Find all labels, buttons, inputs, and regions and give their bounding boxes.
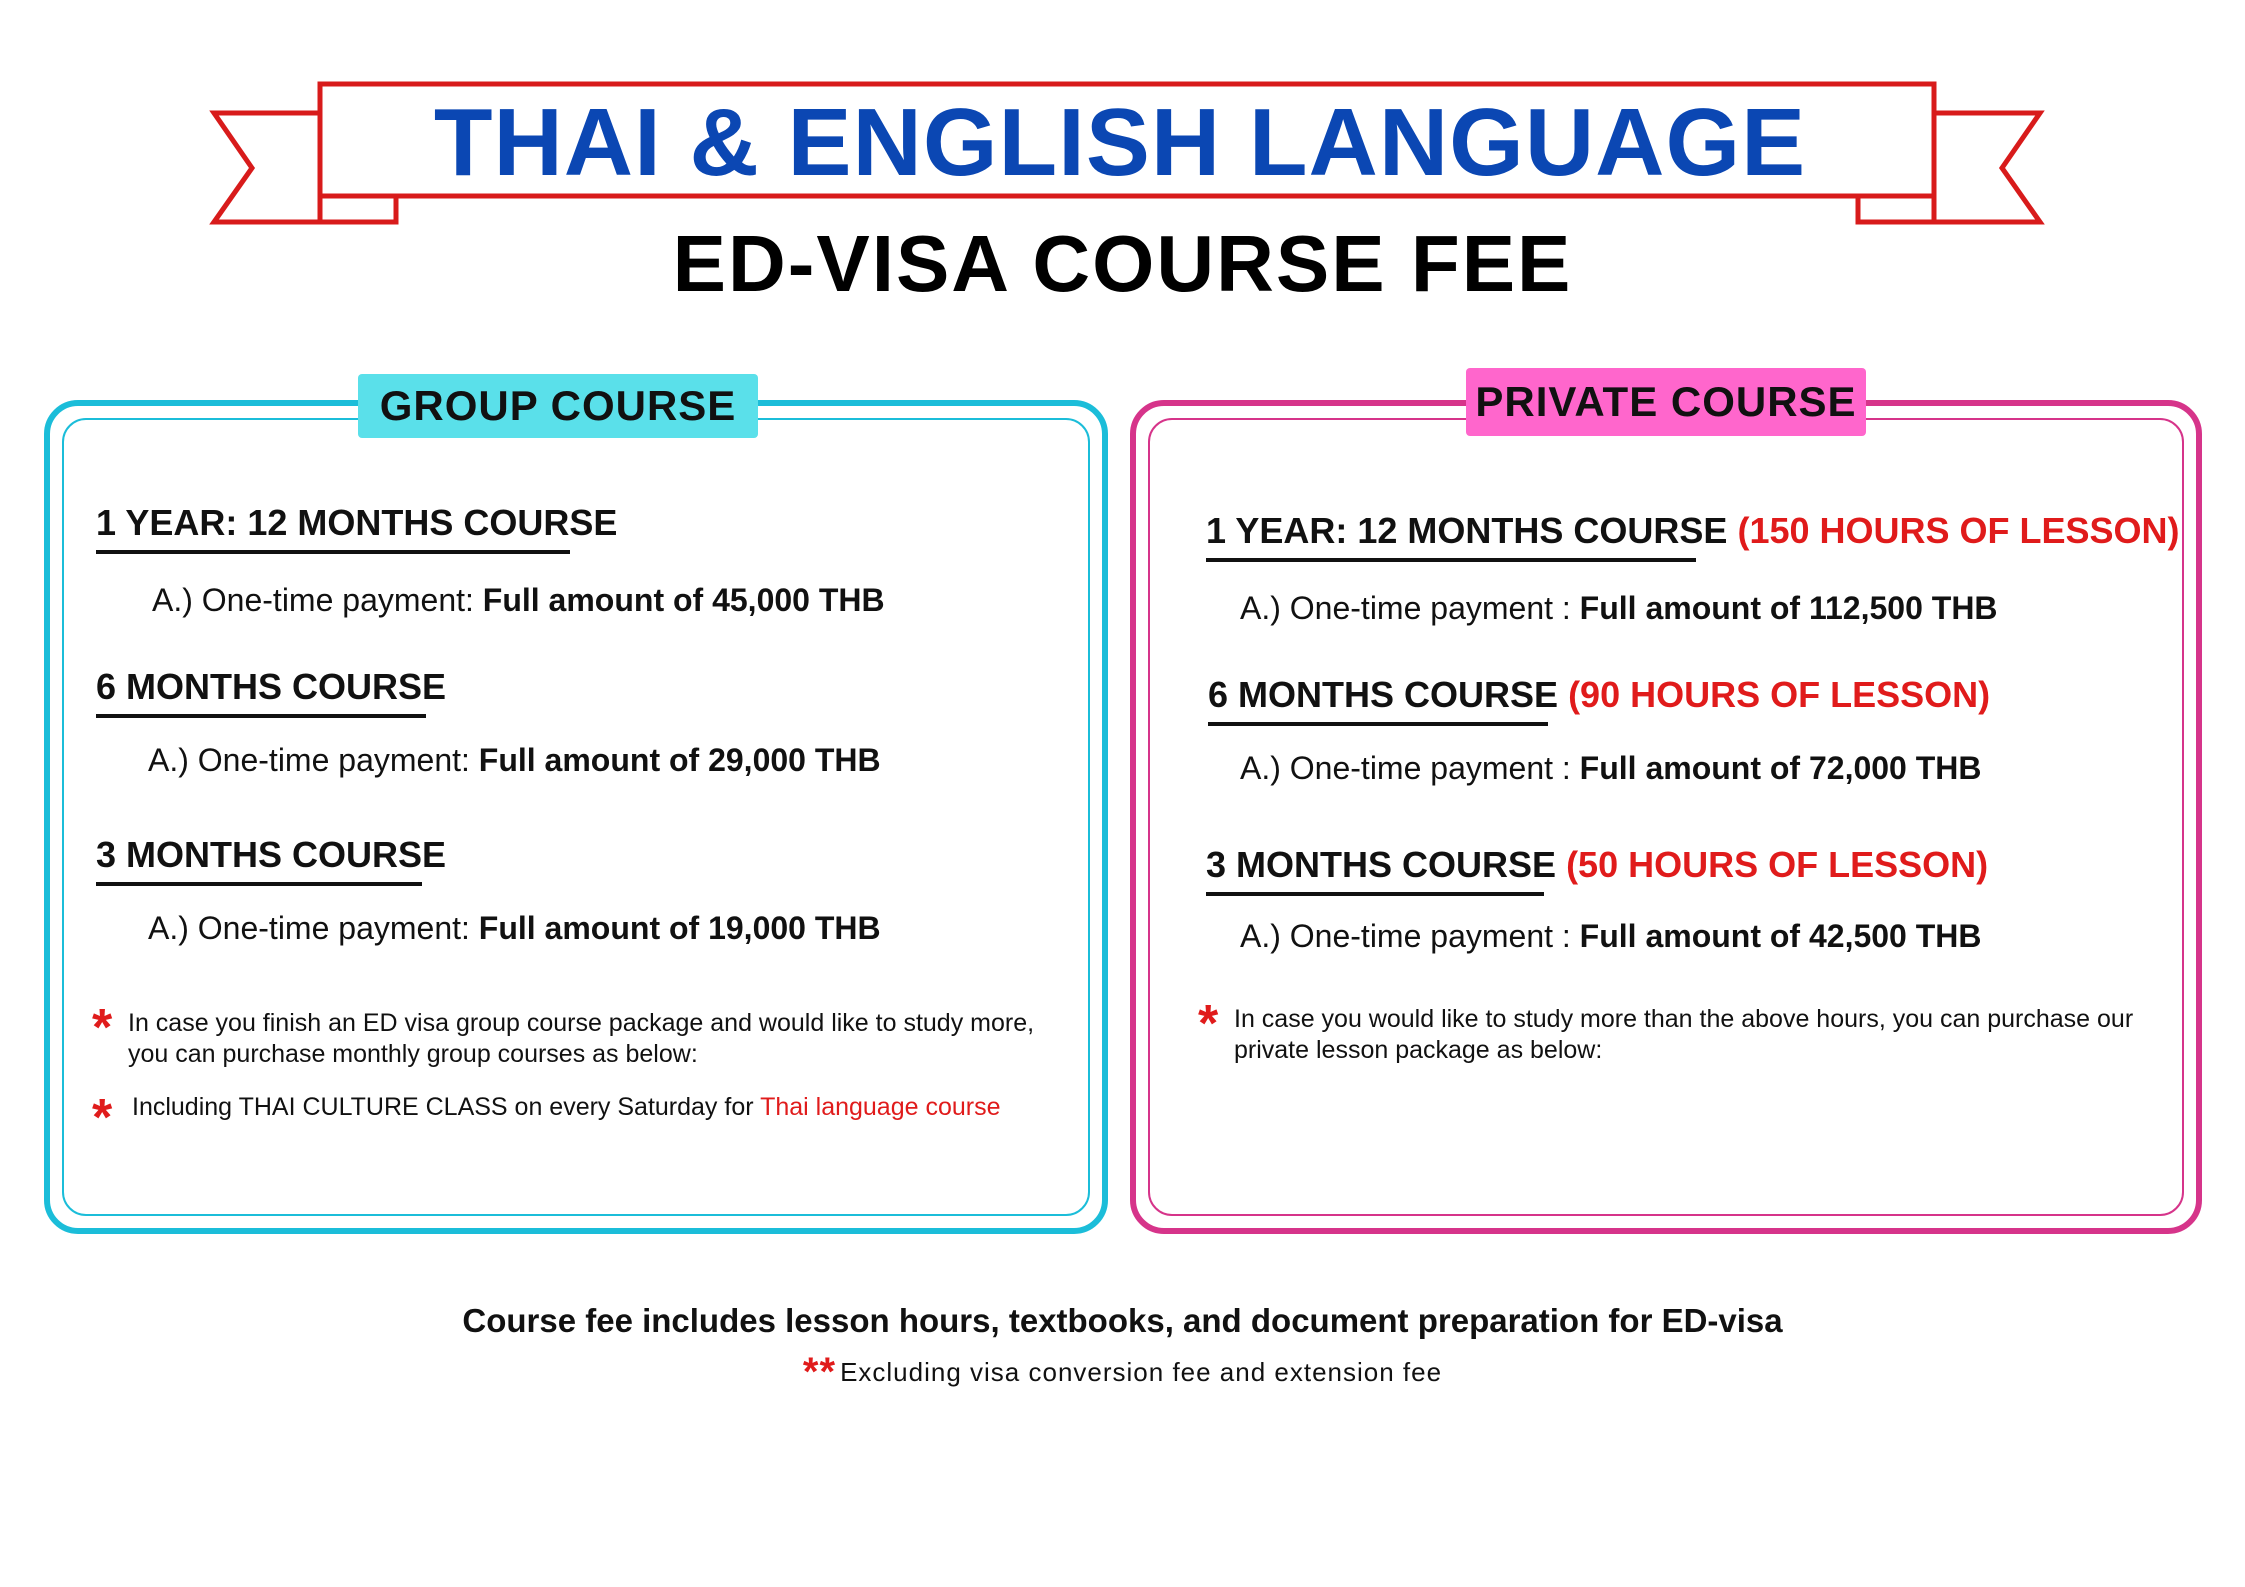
footer-fee-excludes: ** Excluding visa conversion fee and extension fee bbox=[802, 1350, 1443, 1394]
private-course-heading-3m: 3 MONTHS COURSE (50 HOURS OF LESSON) bbox=[1206, 844, 1989, 885]
asterisk-icon: * bbox=[92, 1089, 113, 1147]
private-heading-underline bbox=[1206, 892, 1544, 896]
footer-fee-includes: Course fee includes lesson hours, textbooks, and document preparation for ED-visa bbox=[462, 1302, 1783, 1339]
group-heading-underline bbox=[96, 882, 422, 886]
private-course-heading-6m: 6 MONTHS COURSE (90 HOURS OF LESSON) bbox=[1208, 674, 1991, 715]
group-note-culture-class: Including THAI CULTURE CLASS on every Saturday for Thai language course bbox=[132, 1093, 1001, 1121]
group-heading-underline bbox=[96, 714, 426, 718]
group-course-heading-3m: 3 MONTHS COURSE bbox=[96, 834, 447, 875]
group-payment-12m: A.) One-time payment: Full amount of 45,000 THB bbox=[152, 582, 885, 618]
private-payment-6m: A.) One-time payment : Full amount of 72,000 THB bbox=[1240, 750, 1982, 786]
page-subtitle: ED-VISA COURSE FEE bbox=[672, 219, 1573, 308]
group-course-heading-12m: 1 YEAR: 12 MONTHS COURSE bbox=[96, 502, 618, 543]
group-course-heading-6m: 6 MONTHS COURSE bbox=[96, 666, 447, 707]
double-asterisk-icon: ** bbox=[802, 1350, 837, 1394]
private-course-heading-12m: 1 YEAR: 12 MONTHS COURSE (150 HOURS OF LESSON) bbox=[1206, 510, 2180, 551]
private-payment-12m: A.) One-time payment : Full amount of 112,500 THB bbox=[1240, 590, 1998, 626]
group-course-tag: GROUP COURSE bbox=[358, 374, 758, 438]
group-payment-6m: A.) One-time payment: Full amount of 29,000 THB bbox=[148, 742, 881, 778]
asterisk-icon: * bbox=[92, 999, 113, 1057]
private-note-extra-study: In case you would like to study more than the above hours, you can purchase our private lesson package as below: bbox=[1234, 1005, 2134, 1064]
asterisk-icon: * bbox=[1198, 995, 1219, 1053]
private-heading-underline bbox=[1208, 722, 1548, 726]
group-note-extra-study: In case you finish an ED visa group course package and would like to study more, you can purchase monthly group courses as below: bbox=[128, 1009, 1035, 1068]
group-heading-underline bbox=[96, 550, 570, 554]
banner-title: THAI & ENGLISH LANGUAGE bbox=[433, 89, 1807, 196]
group-payment-3m: A.) One-time payment: Full amount of 19,000 THB bbox=[148, 910, 881, 946]
private-heading-underline bbox=[1206, 558, 1696, 562]
private-course-tag: PRIVATE COURSE bbox=[1466, 368, 1866, 436]
private-payment-3m: A.) One-time payment : Full amount of 42,500 THB bbox=[1240, 918, 1982, 954]
